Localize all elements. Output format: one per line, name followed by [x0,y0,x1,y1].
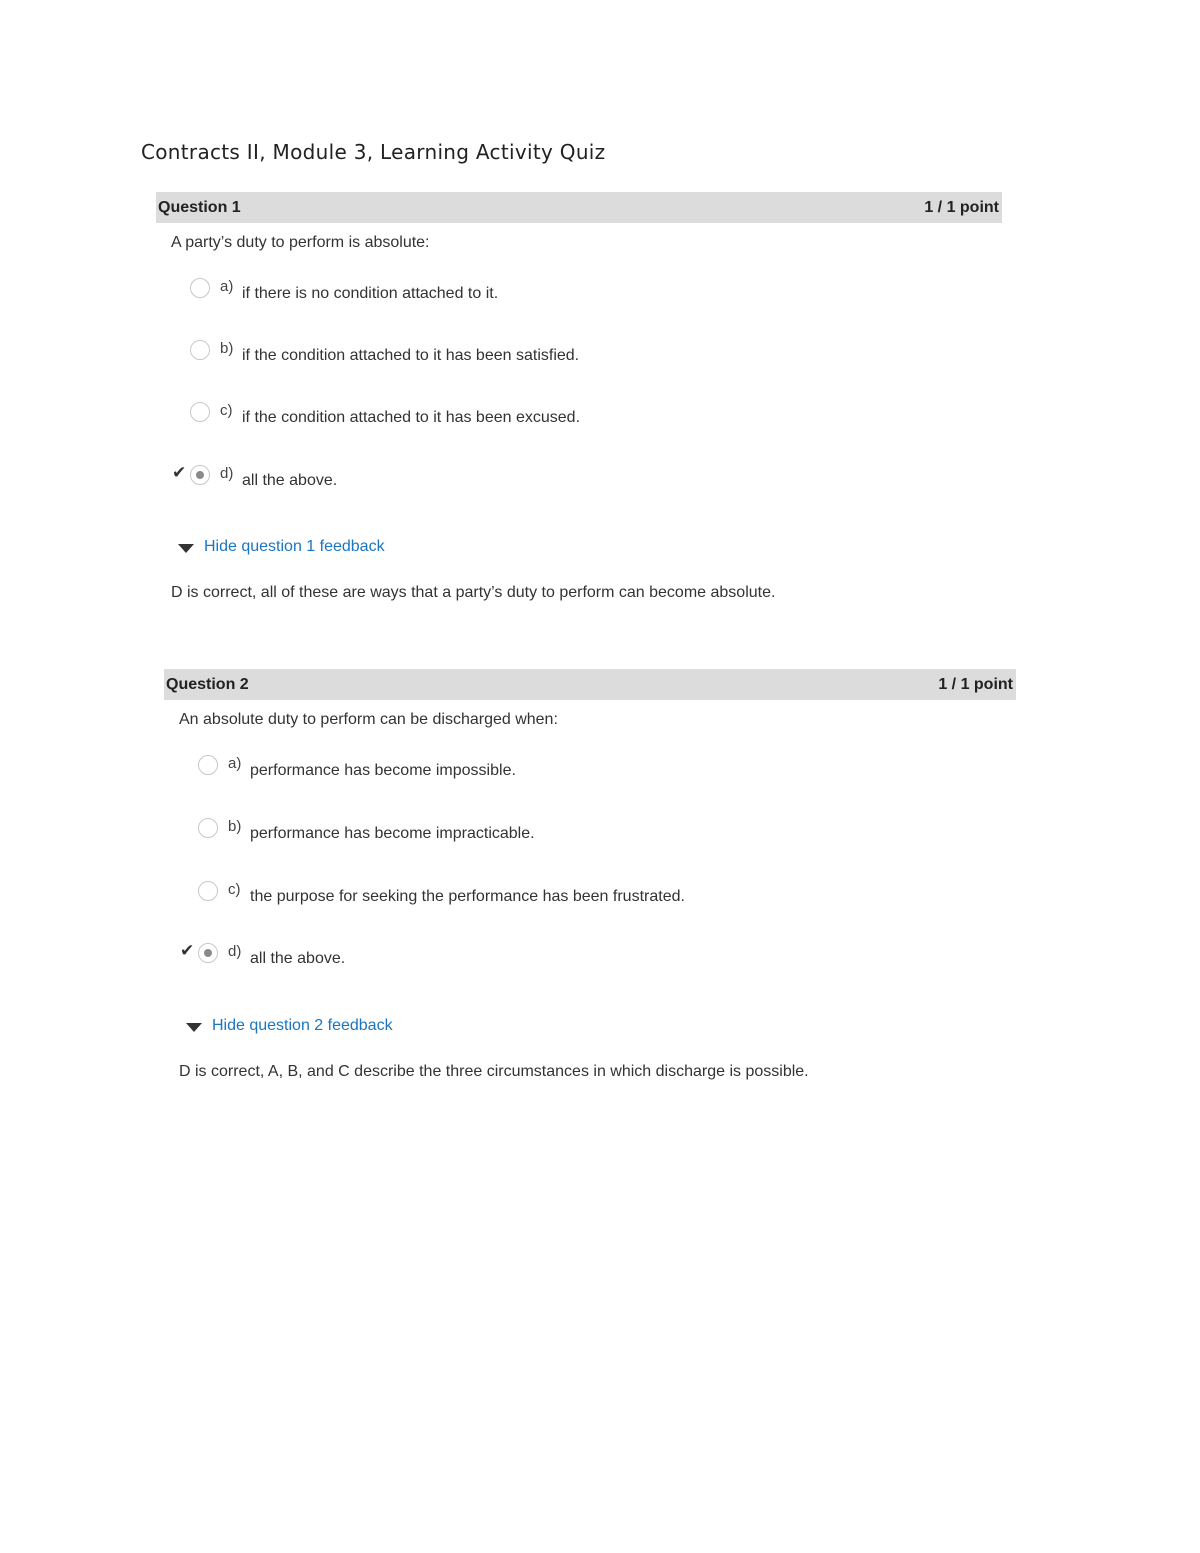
radio-icon[interactable] [190,465,210,485]
triangle-down-icon[interactable] [178,544,194,553]
option-text: all the above. [250,950,346,967]
hide-feedback-toggle[interactable] [186,1017,393,1035]
option-text: all the above. [242,472,338,489]
option-letter: b) [228,818,242,835]
option-letter: c) [228,881,241,898]
question-score: 1 / 1 point [938,675,1013,693]
feedback-text: D is correct, A, B, and C describe the three circumstances in which discharge is possible. [179,1063,809,1080]
option-letter: d) [228,943,242,960]
feedback-text: D is correct, all of these are ways that a party’s duty to perform can become absolute. [171,584,776,601]
option-text: the purpose for seeking the performance has been frustrated. [250,888,685,905]
radio-icon[interactable] [198,943,218,963]
question-prompt: An absolute duty to perform can be discharged when: [179,711,558,728]
page-title: Contracts II, Module 3, Learning Activity Quiz [141,140,606,164]
hide-feedback-link[interactable]: Hide question 1 feedback [204,538,385,555]
option-text: performance has become impracticable. [250,825,535,842]
option-text: if there is no condition attached to it. [242,285,499,302]
radio-icon[interactable] [198,755,218,775]
checkmark-icon: ✔ [180,941,195,961]
option-text: performance has become impossible. [250,762,516,779]
option-letter: b) [220,340,234,357]
option-text: if the condition attached to it has been satisfied. [242,347,580,364]
question-header [164,669,1016,700]
option-letter: c) [220,402,233,419]
radio-icon[interactable] [198,818,218,838]
question-title: Question 1 [158,198,241,216]
radio-icon[interactable] [190,340,210,360]
option-text: if the condition attached to it has been excused. [242,409,581,426]
hide-feedback-toggle[interactable] [178,538,385,556]
question-title: Question 2 [166,675,249,693]
question-score: 1 / 1 point [924,198,999,216]
option-letter: a) [220,278,234,295]
question-header [156,192,1002,223]
option-letter: a) [228,755,242,772]
radio-icon[interactable] [198,881,218,901]
radio-icon[interactable] [190,402,210,422]
hide-feedback-link[interactable]: Hide question 2 feedback [212,1017,393,1034]
checkmark-icon: ✔ [172,463,187,483]
triangle-down-icon[interactable] [186,1023,202,1032]
radio-icon[interactable] [190,278,210,298]
option-letter: d) [220,465,234,482]
question-prompt: A party’s duty to perform is absolute: [171,234,430,251]
